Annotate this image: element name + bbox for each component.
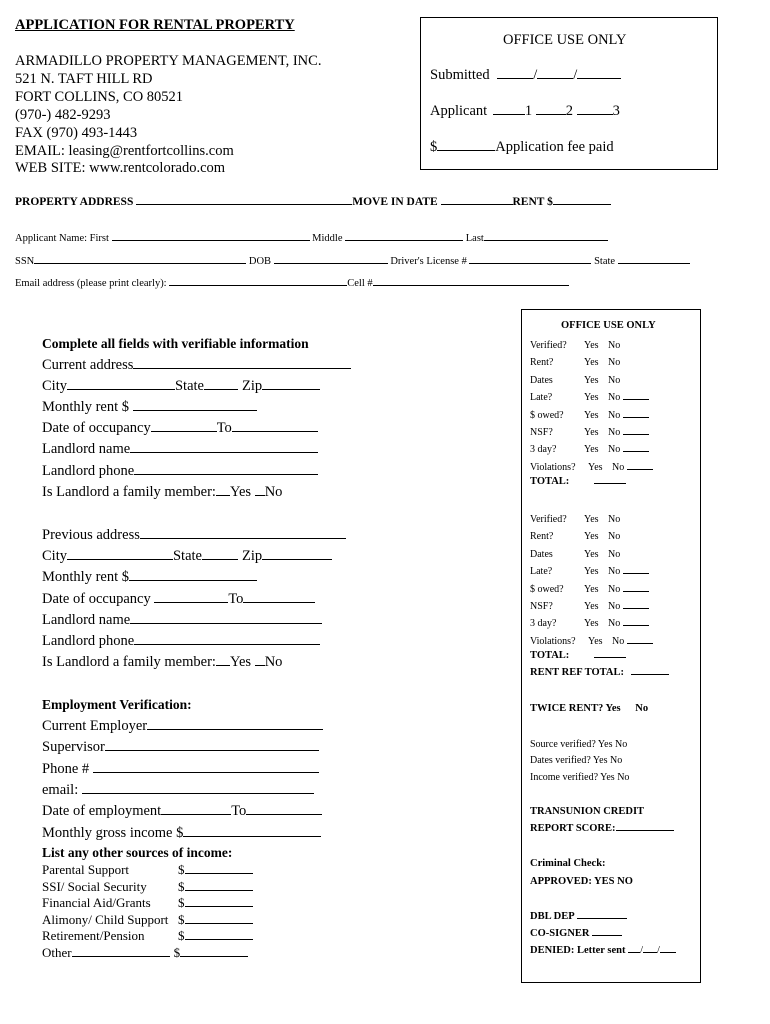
rent-ref-total-field[interactable] (631, 673, 669, 675)
verification-yes: Yes (588, 635, 603, 647)
verification-yes: Yes (584, 374, 599, 386)
previous-family-no-field[interactable] (255, 664, 265, 666)
total-1-label: TOTAL: (530, 476, 570, 487)
income-source-label: Parental Support (42, 862, 130, 877)
verification-yes: Yes (584, 548, 599, 560)
verification-blank-field[interactable] (623, 433, 649, 435)
previous-family-yes-label: Yes (229, 654, 252, 670)
income-dollar: $ (178, 895, 185, 910)
verification-row-label: Verified? (530, 514, 567, 525)
previous-address-row (42, 528, 346, 543)
verification-blank-field[interactable] (623, 572, 649, 574)
verification-yes: Yes (584, 392, 599, 404)
income-source-label: Financial Aid/Grants (42, 895, 151, 910)
company-website: WEB SITE: www.rentcolorado.com (15, 160, 226, 176)
applicant-count-label: Applicant (430, 103, 488, 119)
previous-family-yes-field[interactable] (216, 664, 230, 666)
employer-label: Current Employer (42, 718, 148, 734)
verification-blank-field[interactable] (623, 607, 649, 609)
other-income-list (42, 862, 253, 961)
verification-yes: Yes (584, 340, 599, 351)
applicant-3-label: 3 (612, 103, 620, 119)
twice-rent-label: TWICE RENT? Yes (530, 703, 621, 714)
income-source-field[interactable] (185, 889, 253, 891)
verification-no: No (608, 374, 621, 386)
verification-yes: Yes (584, 531, 599, 543)
income-source-row (42, 945, 253, 962)
income-source-label: Alimony/ Child Support (42, 911, 169, 927)
credit-score-field[interactable] (616, 829, 674, 831)
verification-row (530, 407, 653, 424)
previous-occupancy-label: Date of occupancy (42, 591, 151, 607)
verification-row (530, 424, 653, 441)
previous-address-field[interactable] (140, 537, 346, 539)
supervisor-label: Supervisor (42, 739, 105, 755)
verification-no: No (612, 635, 625, 647)
applicant-name-row (15, 234, 608, 245)
verification-no: No (608, 583, 621, 595)
company-phone: (970-) 482-9293 (15, 107, 111, 123)
submitted-month-field[interactable] (497, 77, 533, 79)
current-landlord-phone-label: Landlord phone (42, 463, 135, 479)
email-field[interactable] (169, 284, 347, 286)
verification-yes: Yes (588, 461, 603, 473)
gross-income-row (42, 826, 321, 841)
income-source-label: Retirement/Pension (42, 928, 145, 943)
employment-date-to-field[interactable] (246, 813, 322, 815)
previous-address-label: Previous address (42, 527, 140, 543)
verification-row (530, 528, 653, 545)
license-label: Driver's License # (390, 256, 467, 267)
verification-row-label: Violations? (530, 635, 576, 647)
email-label: Email address (please print clearly): (15, 278, 167, 289)
email-row (15, 279, 569, 290)
verification-no: No (608, 514, 621, 525)
employer-field[interactable] (147, 728, 323, 730)
verification-no: No (608, 409, 621, 421)
criminal-check-label: Criminal Check: (530, 858, 606, 869)
income-dollar: $ (173, 944, 181, 960)
previous-city-label: City (42, 548, 67, 564)
current-occupancy-from-field[interactable] (151, 430, 217, 432)
last-name-label: Last (465, 233, 484, 244)
verification-no: No (608, 340, 621, 351)
company-name: ARMADILLO PROPERTY MANAGEMENT, INC. (15, 53, 322, 69)
verification-row (530, 354, 653, 371)
verification-yes: Yes (584, 566, 599, 578)
verification-row-label: Verified? (530, 340, 567, 351)
income-dollar: $ (178, 862, 185, 877)
denied-day-field[interactable] (643, 951, 657, 953)
denied-label: DENIED: Letter sent (530, 945, 626, 956)
rent-ref-total-row (530, 668, 669, 679)
previous-state-field[interactable] (202, 558, 238, 560)
ssn-label: SSN (15, 256, 35, 267)
verification-no: No (608, 566, 621, 578)
property-address-label: PROPERTY ADDRESS (15, 196, 134, 208)
verification-row (530, 337, 653, 354)
dbl-dep-row (530, 912, 627, 923)
income-source-label: Other (42, 944, 72, 960)
income-dollar: $ (178, 911, 185, 927)
employer-row (42, 719, 323, 734)
verification-row-label: 3 day? (530, 618, 557, 630)
income-source-label: SSI/ Social Security (42, 878, 147, 894)
verification-yes: Yes (584, 601, 599, 613)
current-landlord-phone-field[interactable] (134, 473, 318, 475)
verification-blank-field[interactable] (627, 468, 653, 470)
previous-rent-field[interactable] (129, 579, 257, 581)
verification-row-label: Dates (530, 548, 553, 560)
employment-phone-row (42, 762, 319, 777)
current-occupancy-row (42, 421, 318, 436)
twice-rent-no: No (635, 703, 649, 714)
previous-family-no-label: No (264, 654, 283, 670)
verification-no: No (608, 444, 621, 456)
current-landlord-name-label: Landlord name (42, 441, 131, 457)
license-field[interactable] (469, 262, 591, 264)
verification-no: No (612, 461, 625, 473)
employment-date-from-field[interactable] (161, 813, 231, 815)
income-source-field[interactable] (185, 922, 253, 924)
ssn-field[interactable] (34, 262, 246, 264)
employment-date-label: Date of employment (42, 803, 162, 819)
denied-row: DENIED: Letter sent / / (530, 946, 676, 957)
current-family-row (42, 485, 282, 500)
verification-row (530, 459, 653, 476)
verification-row (530, 546, 653, 563)
previous-occupancy-to-label: To (228, 591, 244, 607)
current-family-yes-label: Yes (229, 484, 252, 500)
state-field[interactable] (618, 262, 690, 264)
company-address-1: 521 N. TAFT HILL RD (15, 71, 153, 87)
verification-no: No (608, 427, 621, 439)
income-dollar: $ (178, 878, 185, 894)
move-in-field[interactable] (441, 203, 513, 205)
applicant-3-field[interactable] (577, 113, 613, 115)
current-city-field[interactable] (67, 388, 175, 390)
previous-occupancy-row (42, 592, 315, 607)
current-address-row (42, 358, 351, 373)
verification-no: No (608, 601, 621, 613)
verification-row-label: Rent? (530, 531, 554, 543)
office-top-title: OFFICE USE ONLY (503, 32, 627, 48)
verification-yes: Yes (584, 583, 599, 595)
dbl-dep-label: DBL DEP (530, 911, 575, 922)
current-family-label: Is Landlord a family member: (42, 484, 216, 500)
current-address-field[interactable] (133, 367, 351, 369)
verification-blank-field[interactable] (623, 624, 649, 626)
transunion-label: TRANSUNION CREDIT (530, 806, 645, 817)
verification-no: No (608, 548, 621, 560)
submitted-day-field[interactable] (537, 77, 573, 79)
verification-row (530, 598, 653, 615)
other-income-heading: List any other sources of income: (42, 845, 233, 860)
previous-family-row (42, 655, 282, 670)
current-landlord-name-row (42, 442, 318, 457)
previous-landlord-name-field[interactable] (130, 622, 322, 624)
income-source-row (42, 895, 253, 912)
state-label: State (594, 256, 616, 267)
current-occupancy-label: Date of occupancy (42, 420, 151, 436)
income-verified: Income verified? Yes No (530, 772, 630, 783)
verification-row-label: Late? (530, 566, 553, 578)
submitted-label: Submitted (430, 67, 490, 83)
verification-row-label: Violations? (530, 461, 576, 473)
previous-landlord-phone-field[interactable] (134, 643, 320, 645)
verification-yes: Yes (584, 444, 599, 456)
office-side-title: OFFICE USE ONLY (561, 320, 656, 331)
denied-year-field[interactable] (660, 951, 676, 953)
source-verified: Source verified? Yes No (530, 739, 628, 750)
ssn-row (15, 257, 690, 268)
current-zip-label: Zip (241, 378, 263, 394)
dob-field[interactable] (274, 262, 388, 264)
current-landlord-phone-row (42, 464, 318, 479)
rent-label: RENT $ (512, 196, 553, 208)
dbl-dep-field[interactable] (577, 917, 627, 919)
applicant-1-label: 1 (524, 103, 533, 119)
company-email: EMAIL: leasing@rentfortcollins.com (15, 143, 234, 159)
income-source-field[interactable] (185, 938, 253, 940)
supervisor-field[interactable] (105, 749, 319, 751)
previous-landlord-phone-label: Landlord phone (42, 633, 135, 649)
verification-yes: Yes (584, 514, 599, 525)
verification-block-2 (530, 511, 653, 650)
middle-name-label: Middle (312, 233, 343, 244)
income-source-row (42, 862, 253, 879)
last-name-field[interactable] (484, 239, 608, 241)
submitted-year-field[interactable] (577, 77, 621, 79)
previous-rent-label: Monthly rent $ (42, 569, 129, 585)
current-city-label: City (42, 378, 67, 394)
cell-label: Cell # (347, 278, 373, 289)
verification-row-label: NSF? (530, 601, 553, 613)
previous-rent-row (42, 570, 257, 585)
gross-income-label: Monthly gross income $ (42, 825, 184, 841)
applicant-2-field[interactable] (536, 113, 566, 115)
total-1-field[interactable] (594, 482, 626, 484)
total-2-row (530, 651, 626, 662)
current-heading: Complete all fields with verifiable information (42, 336, 309, 351)
previous-occupancy-to-field[interactable] (243, 601, 315, 603)
employment-phone-field[interactable] (93, 771, 319, 773)
cosigner-row (530, 929, 622, 940)
verification-no: No (608, 531, 621, 543)
total-2-label: TOTAL: (530, 650, 570, 661)
fee-dollar: $ (430, 139, 438, 155)
company-fax: FAX (970) 493-1443 (15, 125, 138, 141)
current-city-row (42, 379, 320, 394)
verification-yes: Yes (584, 618, 599, 630)
verification-row-label: Rent? (530, 357, 554, 369)
approved-label: APPROVED: YES NO (530, 876, 633, 887)
previous-zip-field[interactable] (262, 558, 332, 560)
verification-row (530, 581, 653, 598)
previous-zip-label: Zip (241, 548, 263, 564)
employment-email-label: email: (42, 782, 79, 798)
previous-city-row (42, 549, 332, 564)
other-source-name-field[interactable] (72, 955, 170, 957)
current-landlord-name-field[interactable] (130, 451, 318, 453)
verification-row (530, 633, 653, 650)
employment-email-field[interactable] (82, 792, 314, 794)
applicant-count-row (430, 104, 620, 119)
credit-score-row (530, 824, 674, 835)
income-source-field[interactable] (180, 955, 248, 957)
verification-row-label: 3 day? (530, 444, 557, 456)
gross-income-field[interactable] (183, 835, 321, 837)
current-family-no-label: No (264, 484, 283, 500)
employment-date-to-label: To (231, 803, 247, 819)
verification-no: No (608, 618, 621, 630)
verification-blank-field[interactable] (623, 590, 649, 592)
income-source-row (42, 912, 253, 929)
previous-landlord-phone-row (42, 634, 320, 649)
applicant-1-field[interactable] (493, 113, 525, 115)
first-name-field[interactable] (112, 239, 310, 241)
verification-row (530, 372, 653, 389)
submitted-row: Submitted / / (430, 68, 621, 83)
form-title: APPLICATION FOR RENTAL PROPERTY (15, 17, 295, 33)
verification-yes: Yes (584, 357, 599, 369)
verification-row (530, 441, 653, 458)
employment-phone-label: Phone # (42, 761, 90, 777)
previous-state-label: State (172, 548, 202, 564)
verification-row-label: $ owed? (530, 409, 564, 421)
verification-blank-field[interactable] (623, 398, 649, 400)
verification-no: No (608, 357, 621, 369)
move-in-label: MOVE IN DATE (352, 196, 438, 208)
current-state-label: State (174, 378, 204, 394)
cosigner-label: CO-SIGNER (530, 928, 590, 939)
fee-row (430, 140, 614, 155)
income-source-row (42, 879, 253, 896)
current-family-yes-field[interactable] (216, 494, 230, 496)
denied-month-field[interactable] (628, 951, 640, 953)
verification-row (530, 563, 653, 580)
current-rent-field[interactable] (133, 409, 257, 411)
verification-blank-field[interactable] (627, 642, 653, 644)
current-occupancy-to-field[interactable] (232, 430, 318, 432)
verification-row (530, 511, 653, 528)
employment-email-row (42, 783, 314, 798)
fee-label: Application fee paid (495, 139, 614, 155)
previous-city-field[interactable] (67, 558, 173, 560)
income-source-field[interactable] (185, 905, 253, 907)
verification-yes: Yes (584, 427, 599, 439)
first-name-label: Applicant Name: First (15, 233, 109, 244)
current-zip-field[interactable] (262, 388, 320, 390)
verification-block-1 (530, 337, 653, 476)
current-occupancy-to-label: To (216, 420, 232, 436)
verification-row (530, 389, 653, 406)
verification-row-label: Late? (530, 392, 553, 404)
employment-heading: Employment Verification: (42, 697, 192, 712)
supervisor-row (42, 740, 319, 755)
dob-label: DOB (248, 256, 272, 267)
previous-landlord-name-label: Landlord name (42, 612, 131, 628)
middle-name-field[interactable] (345, 239, 463, 241)
property-row (15, 197, 611, 209)
dates-verified: Dates verified? Yes No (530, 755, 623, 766)
property-address-field[interactable] (136, 203, 352, 205)
cosigner-field[interactable] (592, 934, 622, 936)
employment-date-row (42, 804, 322, 819)
current-rent-row (42, 400, 257, 415)
current-state-field[interactable] (204, 388, 238, 390)
company-address-2: FORT COLLINS, CO 80521 (15, 89, 184, 105)
credit-score-label: REPORT SCORE: (530, 823, 616, 834)
verification-no: No (608, 392, 621, 404)
previous-family-label: Is Landlord a family member: (42, 654, 216, 670)
applicant-2-label: 2 (565, 103, 573, 119)
verification-blank-field[interactable] (623, 416, 649, 418)
income-source-field[interactable] (185, 872, 253, 874)
total-2-field[interactable] (594, 656, 626, 658)
fee-field[interactable] (437, 149, 495, 151)
verification-row-label: $ owed? (530, 583, 564, 595)
current-family-no-field[interactable] (255, 494, 265, 496)
verification-yes: Yes (584, 409, 599, 421)
verification-row (530, 615, 653, 632)
cell-field[interactable] (373, 284, 569, 286)
verification-row-label: Dates (530, 374, 553, 386)
income-source-row (42, 928, 253, 945)
total-1-row (530, 477, 626, 488)
twice-rent-row (530, 704, 648, 715)
current-address-label: Current address (42, 357, 134, 373)
previous-landlord-name-row (42, 613, 322, 628)
current-rent-label: Monthly rent $ (42, 399, 129, 415)
rent-ref-total-label: RENT REF TOTAL: (530, 667, 624, 678)
verification-row-label: NSF? (530, 427, 553, 439)
verification-blank-field[interactable] (623, 450, 649, 452)
income-dollar: $ (178, 928, 185, 943)
rent-field[interactable] (553, 203, 611, 205)
previous-occupancy-from-field[interactable] (154, 601, 228, 603)
